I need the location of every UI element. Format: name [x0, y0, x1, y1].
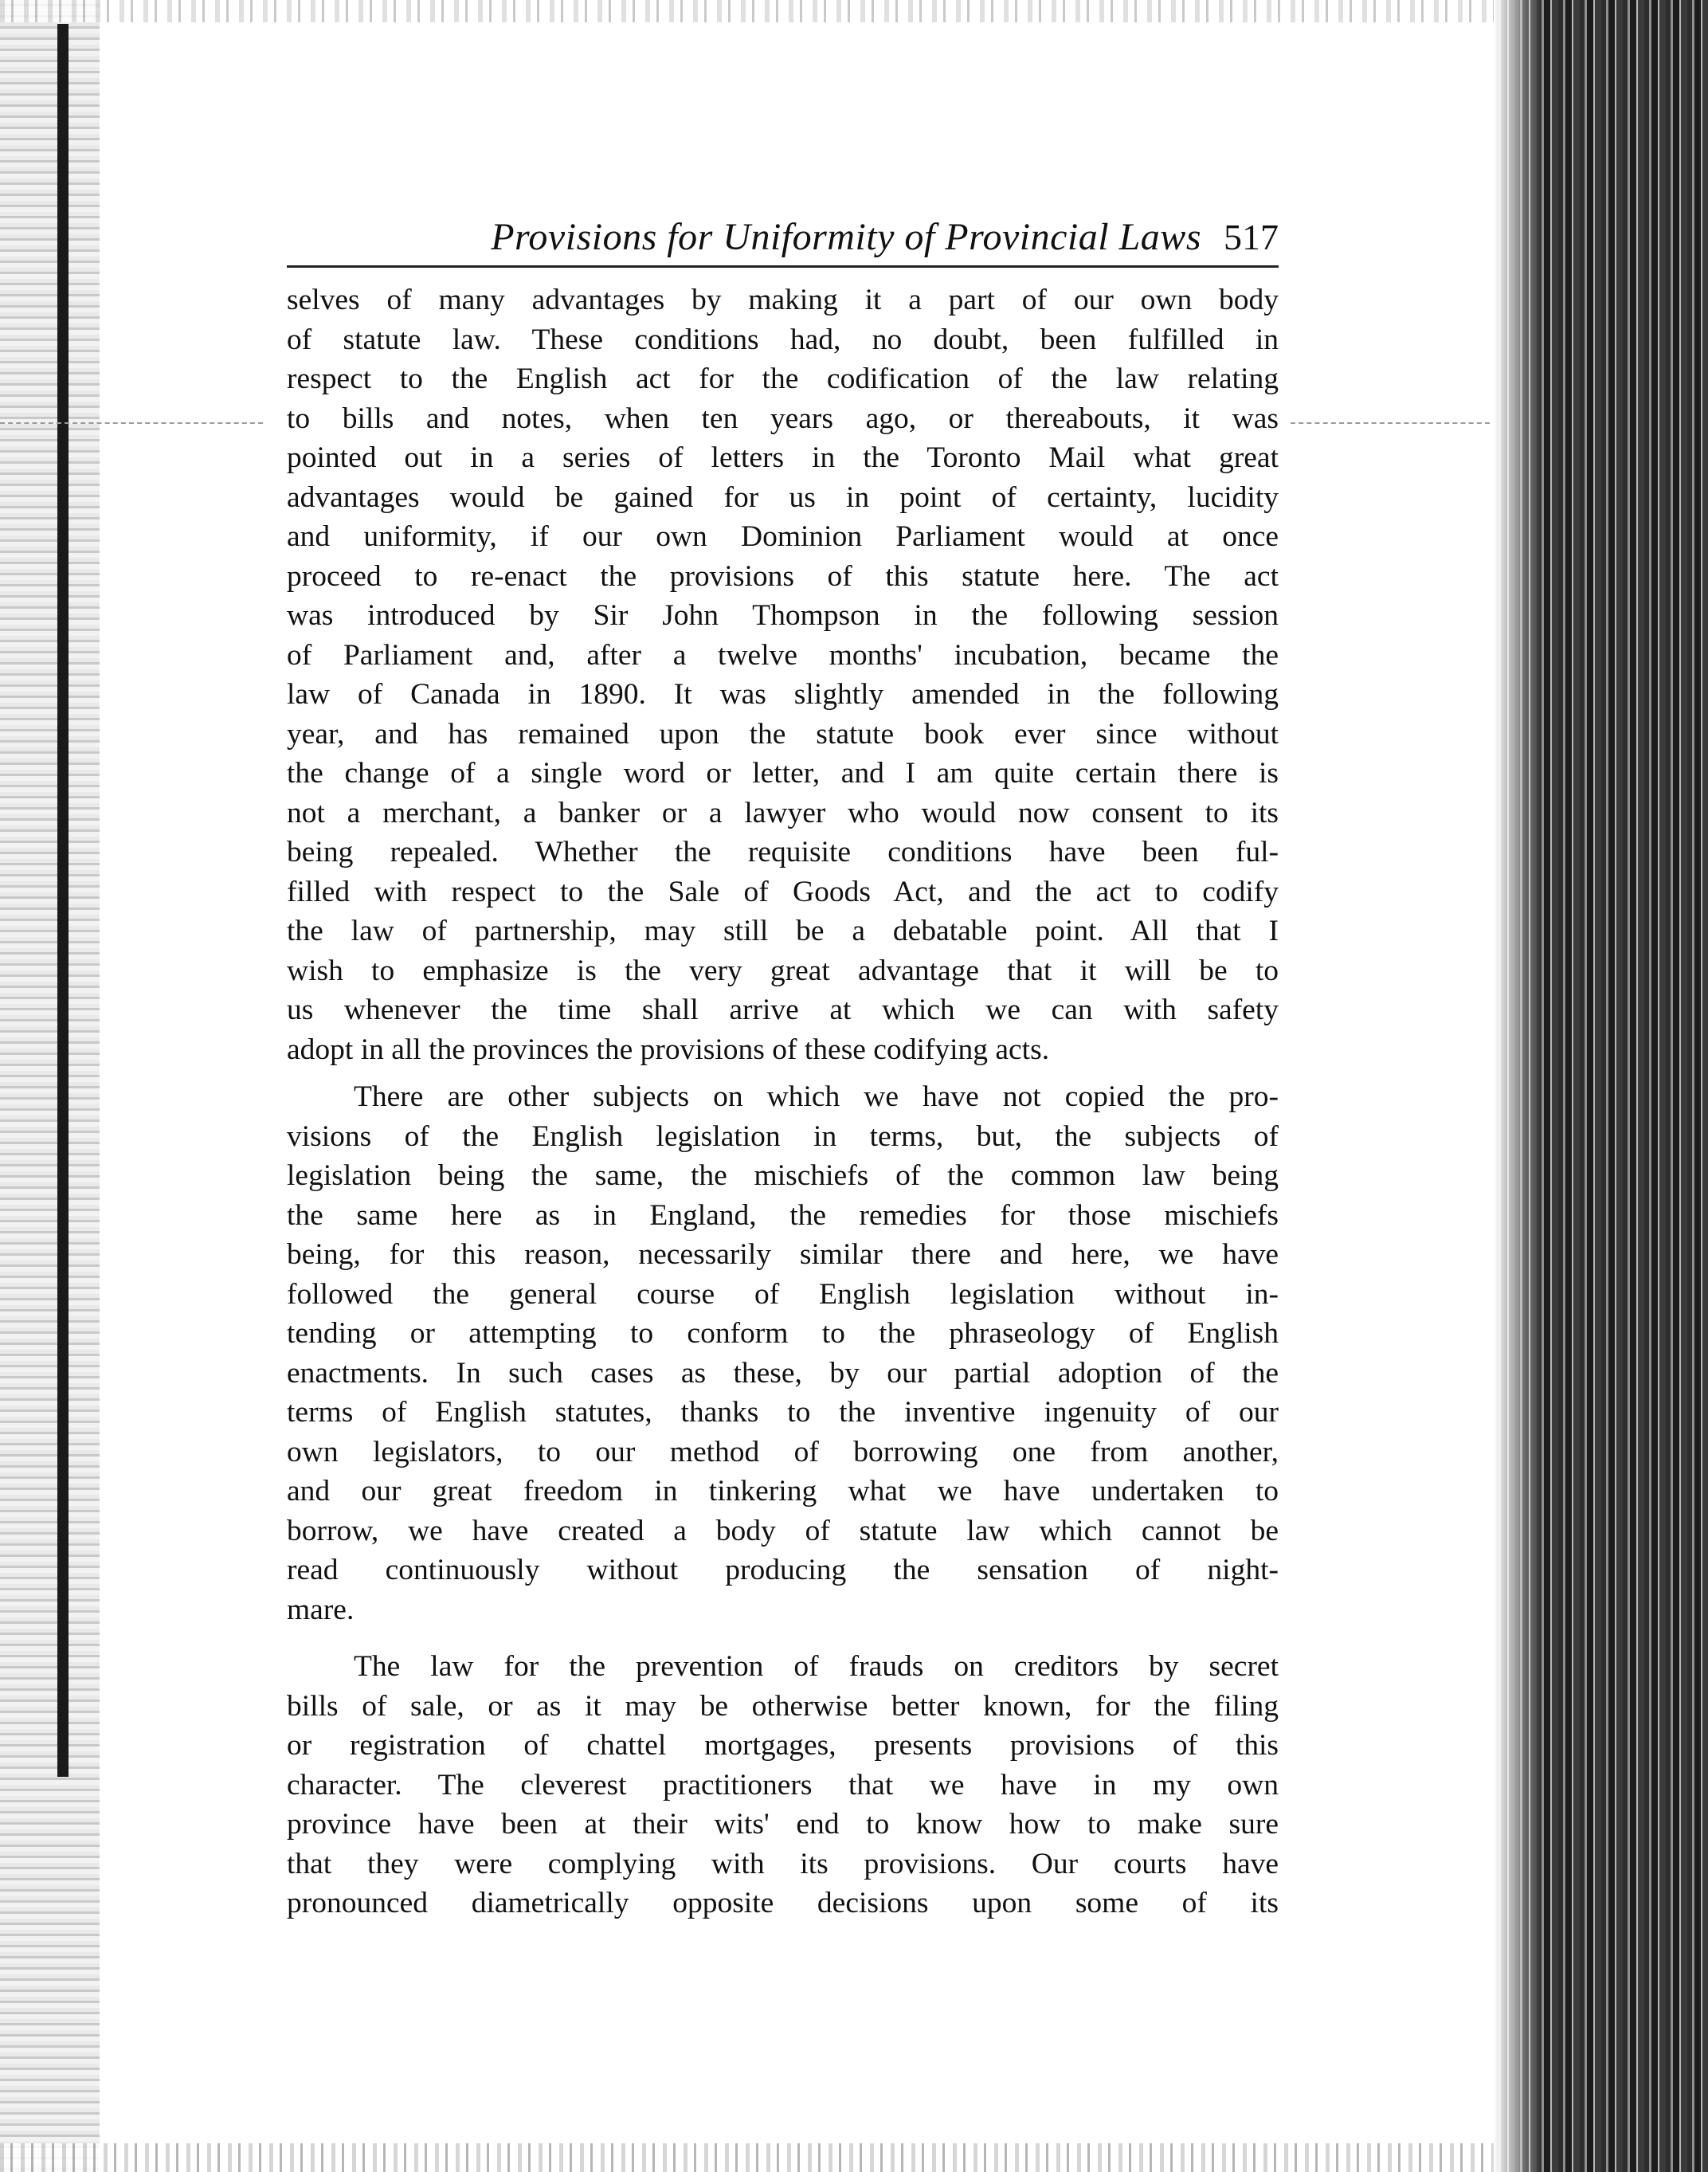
text-line: of statute law. These conditions had, no doubt, been fulfilled in	[287, 323, 1279, 356]
text-line: wish to emphasize is the very great advantage that it will be to	[287, 954, 1279, 987]
text-line: terms of English statutes, thanks to the inventive ingenuity of our	[287, 1396, 1279, 1429]
text-line: pointed out in a series of letters in the Toronto Mail what great	[287, 441, 1279, 474]
text-line: legislation being the same, the mischiefs of the common law being	[287, 1159, 1279, 1192]
book-page	[287, 215, 1279, 1923]
text-line: the change of a single word or letter, and I am quite certain there is	[287, 757, 1279, 790]
text-line: us whenever the time shall arrive at which we can with safety	[287, 994, 1279, 1026]
page-number: 517	[1224, 217, 1279, 257]
text-line: province have been at their wits' end to know how to make sure	[287, 1808, 1279, 1841]
running-head	[287, 215, 1279, 268]
text-line: character. The cleverest practitioners that we have in my own	[287, 1768, 1279, 1802]
text-line: tending or attempting to conform to the phraseology of English	[287, 1317, 1279, 1350]
scan-right-fade	[1494, 0, 1542, 2172]
text-line: and our great freedom in tinkering what we have undertaken to	[287, 1475, 1279, 1507]
text-line: being, for this reason, necessarily similar there and here, we have	[287, 1238, 1279, 1271]
text-line: borrow, we have created a body of statute law which cannot be	[287, 1514, 1279, 1547]
text-line: proceed to re-enact the provisions of this statute here. The act	[287, 559, 1279, 593]
text-line: read continuously without producing the sensation of night-	[287, 1554, 1279, 1586]
text-line: was introduced by Sir John Thompson in the following session	[287, 599, 1279, 632]
running-title: Provisions for Uniformity of Provincial Laws	[491, 216, 1201, 258]
text-line: that they were complying with its provisions. Our courts have	[287, 1847, 1279, 1880]
text-line: pronounced diametrically opposite decisions upon some of its	[287, 1887, 1279, 1919]
text-line: enactments. In such cases as these, by our partial adoption of the	[287, 1356, 1279, 1390]
text-line: the law of partnership, may still be a debatable point. All that I	[287, 915, 1279, 947]
scan-left-margin	[0, 0, 100, 2172]
text-line: law of Canada in 1890. It was slightly amended in the following	[287, 678, 1279, 711]
text-line: mare.	[287, 1593, 355, 1626]
text-line: adopt in all the provinces the provisions of these codifying acts.	[287, 1033, 1050, 1066]
paragraph-3	[287, 1647, 1279, 1923]
text-line: not a merchant, a banker or a lawyer who would now consent to its	[287, 796, 1279, 829]
text-line: of Parliament and, after a twelve months' incubation, became the	[287, 638, 1279, 672]
text-line: the same here as in England, the remedies for those mischiefs	[287, 1198, 1279, 1232]
text-line: own legislators, to our method of borrowing one from another,	[287, 1435, 1279, 1468]
text-line: respect to the English act for the codification of the law relating	[287, 363, 1279, 395]
text-line: to bills and notes, when ten years ago, or thereabouts, it was	[287, 402, 1279, 435]
text-line: being repealed. Whether the requisite conditions have been ful-	[287, 836, 1279, 868]
text-line: advantages would be gained for us in point of certainty, lucidity	[287, 480, 1279, 514]
paragraph-1	[287, 280, 1279, 1069]
text-line: or registration of chattel mortgages, presents provisions of this	[287, 1729, 1279, 1762]
scan-dash-left	[0, 422, 263, 424]
text-line: filled with respect to the Sale of Goods Act, and the act to codify	[287, 875, 1279, 908]
text-line: selves of many advantages by making it a part of our own body	[287, 284, 1279, 316]
paragraph-2	[287, 1077, 1279, 1629]
scan-top-noise	[0, 0, 1498, 22]
scan-dash-right	[1291, 422, 1490, 424]
text-line: and uniformity, if our own Dominion Parliament would at once	[287, 520, 1279, 553]
text-line: bills of sale, or as it may be otherwise better known, for the filing	[287, 1689, 1279, 1723]
text-line: The law for the prevention of frauds on creditors by secret	[354, 1650, 1279, 1683]
text-line: followed the general course of English legislation without in-	[287, 1277, 1279, 1311]
scan-bottom-noise	[0, 2143, 1498, 2172]
scan-binding-shadow	[57, 24, 69, 1777]
text-line: There are other subjects on which we have not copied the pro-	[354, 1080, 1279, 1113]
text-line: visions of the English legislation in terms, but, the subjects of	[287, 1119, 1279, 1153]
text-line: year, and has remained upon the statute book ever since without	[287, 717, 1279, 751]
